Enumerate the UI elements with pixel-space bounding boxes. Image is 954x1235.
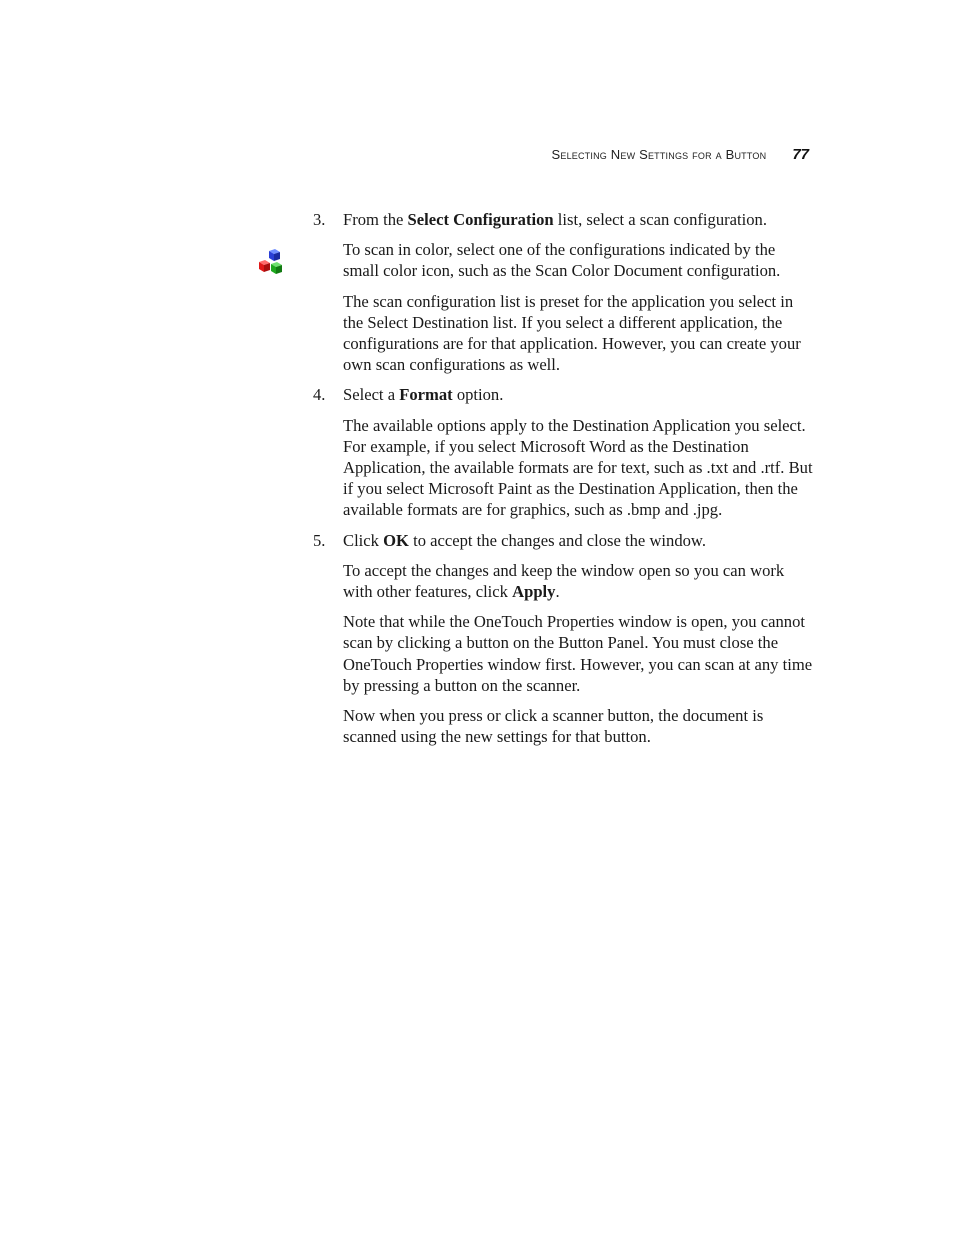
format-note-paragraph: The available options apply to the Destination Application you select. For example, if you select Microsoft Word as the Destination Application, the available formats are for text, such as .txt and .rtf. But if you select Microsoft Paint as the Destination Application, then the available formats are for graphics, such as .bmp and .jpg.	[343, 415, 813, 520]
step-text: Select a Format option.	[343, 385, 504, 405]
step-4	[313, 384, 813, 405]
color-cubes-icon	[256, 247, 288, 279]
header-title: Selecting New Settings for a Button	[551, 147, 767, 162]
step-number: 3.	[313, 210, 326, 229]
apply-note-paragraph: To accept the changes and keep the window open so you can work with other features, click Apply.	[343, 560, 785, 602]
step-text: Click OK to accept the changes and close the window.	[343, 530, 706, 550]
preset-note-paragraph: The scan configuration list is preset for the application you select in the Select Destination list. If you select a different application, the configurations are for that application. However, you can create your own scan configurations as well.	[343, 291, 801, 375]
step-number: 4.	[313, 385, 326, 405]
ui-term-ok: OK	[383, 530, 409, 550]
ui-term-format: Format	[399, 385, 453, 405]
page-number: 77	[792, 146, 809, 163]
step-number: 5.	[313, 530, 326, 550]
final-note-paragraph: Now when you press or click a scanner button, the document is scanned using the new settings for that button.	[343, 706, 764, 747]
properties-note-paragraph: Note that while the OneTouch Properties window is open, you cannot scan by clicking a button on the Button Panel. You must close the OneTouch Properties window first. However, you can scan at any time by pressing a button on the scanner.	[343, 612, 813, 695]
step-3	[313, 209, 813, 230]
step-text: From the Select Configuration list, select a scan configuration.	[343, 210, 767, 229]
running-header	[552, 146, 810, 163]
step-5	[313, 530, 813, 551]
page-body	[313, 209, 813, 756]
ui-term-apply: Apply	[512, 582, 556, 602]
ui-term-select-configuration: Select Configuration	[407, 210, 554, 229]
color-note-paragraph: To scan in color, select one of the configurations indicated by the small color icon, such as the Scan Color Document configuration.	[343, 240, 781, 281]
